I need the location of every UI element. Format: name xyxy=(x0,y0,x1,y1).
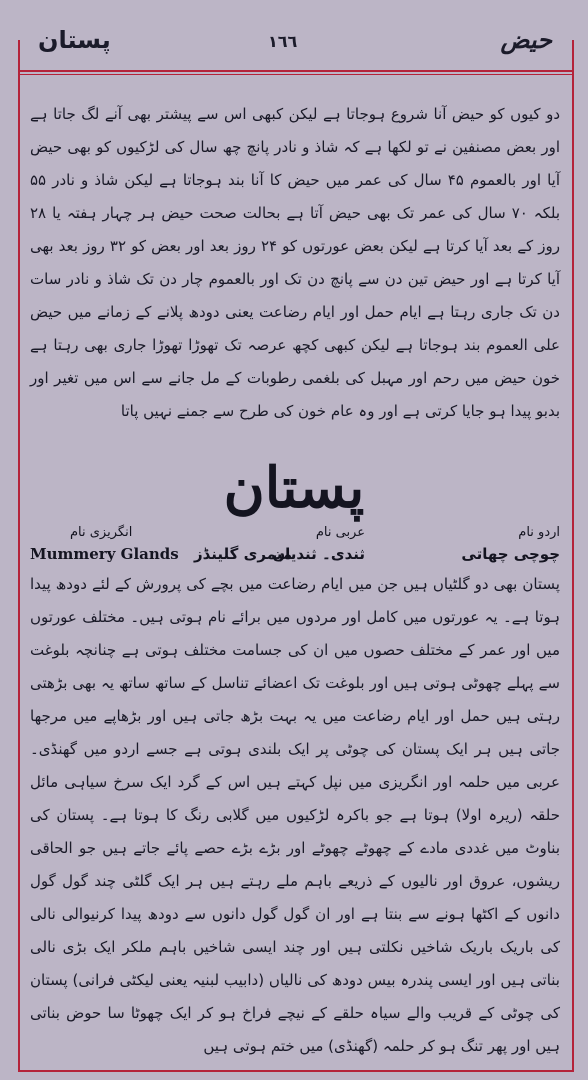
english-name-header: انگریزی نام xyxy=(70,525,133,540)
body-paragraph: پستان بھی دو گلٹیاں ہیں جن میں ایام رضاعت میں بچے کی پرورش کے لئے دودھ پیدا ہوتا ہے۔ یہ عورتوں میں کامل اور مردوں میں برائے نام ہوتی ہیں۔ مختلف عورتوں میں اور عمر کے مختلف حصوں میں ان کی جسامت مختلف ہوتی ہے چنانچہ بلوغت سے پہلے چھوٹی ہوتی ہیں اور بلوغت تک اعضائے تناسل کے ساتھ ساتھ یہ بھی بڑھتی رہتی ہیں حمل اور ایام رضاعت میں یہ بہت بڑھ جاتی ہیں اور بڑھاپے میں مرجھا جاتی ہیں ہر ایک پستان کی چوٹی پر ایک بلندی ہوتی ہے جسے اردو میں گھنڈی۔ عربی میں حلمہ اور انگریزی میں نپل کہتے ہیں اس کے گرد ایک سرخ سیاہی مائل حلقہ (ریرہ اولا) ہوتا ہے جو باکرہ لڑکیوں میں گلابی رنگ کا ہوتا ہے۔ پستان کی بناوٹ میں غددی مادے کے چھوٹے چھوٹے اور بڑے بڑے حصے پائے جاتے ہیں جو الحاقی ریشوں، عروق اور نالیوں کے ذریعے باہم ملے رہتے ہیں ہر ایک گلٹی چند گول گول دانوں کے اکٹھا ہونے سے بنتا ہے اور ان گول گول دانوں سے دودھ پیدا کرنیوالی نالی کی باریک باریک شاخیں نکلتی ہیں اور چند ایسی شاخیں باہم ملکر ایک بڑی نالی بناتی ہیں اور ایسی پندرہ بیس دودھ کی نالیاں (دابیب لبنیہ یعنی لیکٹی فرانی) پستان کی چوٹی کے قریب والے سیاہ حلقے کے نیچے فراخ ہو کر ایک چھوٹا سا حوض بناتی ہیں اور پھر تنگ ہو کر حلمہ (گھنڈی) میں ختم ہوتی ہیں xyxy=(30,575,560,1055)
intro-paragraph: دو کیوں کو حیض آنا شروع ہوجاتا ہے لیکن کبھی اس سے پیشتر بھی آنے لگ جاتا ہے اور بعض مصنفین نے تو لکھا ہے کہ شاذ و نادر پانچ چھ سال کی لڑکیوں کو بھی حیض آیا اور بالعموم ۴۵ سال کی عمر میں حیض کا آنا بند ہوجاتا ہے لیکن شاذ و نادر ۵۵ بلکہ ۷۰ سال کی عمر تک بھی حیض آتا ہے بحالت صحت حیض ہر چہار ہفتہ یا ۲۸ روز کے بعد آیا کرتا ہے لیکن بعض عورتوں کو ۲۴ روز بعد اور بعض کو ۳۲ روز بعد بھی آیا کرتا ہے اور حیض تین دن سے پانچ دن تک اور بالعموم چار دن تک شاذ و نادر سات دن تک جاری رہتا ہے ایام حمل اور ایام رضاعت یعنی دودھ پلانے کے زمانے میں حیض علی العموم بند ہوجاتا ہے لیکن کبھی کچھ عرصہ تک تھوڑا تھوڑا جاری بھی رہتا ہے خون حیض میں رحم اور مہبل کی بلغمی رطوبات کے مل جانے سے اس میں تغیر اور بدبو پیدا ہو جایا کرتی ہے اور وہ عام خون کی طرح سے جمنے نہیں پاتا xyxy=(30,105,561,420)
english-name-value: Mummery Glands xyxy=(30,545,179,563)
english-name-urdu: میمری گلینڈز xyxy=(193,545,293,563)
section-title: پستان xyxy=(223,455,365,521)
header-rule xyxy=(18,70,574,72)
arabic-name-header: عربی نام xyxy=(315,525,365,540)
urdu-name-header: اردو نام xyxy=(518,525,560,540)
running-head-left: پستان xyxy=(38,26,111,54)
header-rule-double xyxy=(18,74,574,75)
english-name-group xyxy=(30,545,292,563)
urdu-name-value: چوچی چھاتی xyxy=(461,545,560,563)
page-number: ۱٦٦ xyxy=(268,32,298,51)
running-head-right: حیض xyxy=(500,26,552,54)
arabic-name-value: ثندی۔ ثندیان xyxy=(272,545,365,563)
